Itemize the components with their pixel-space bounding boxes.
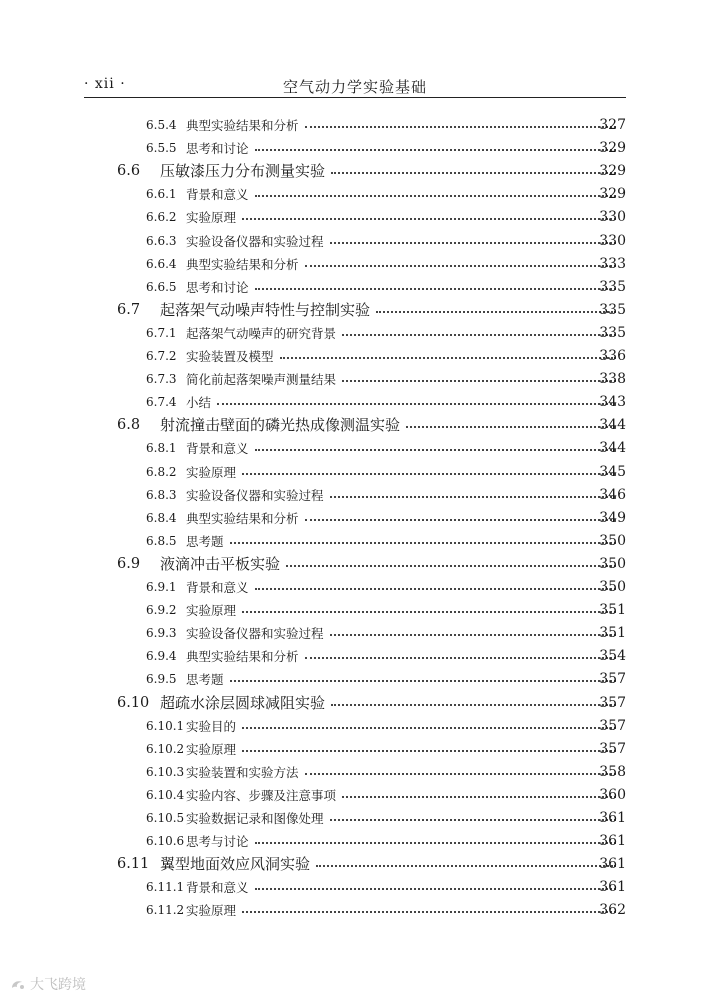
toc-section-entry[interactable] <box>0 553 708 576</box>
toc-entry-title: 实验设备仪器和实验过程 <box>186 484 324 507</box>
toc-section-entry[interactable] <box>0 299 708 322</box>
toc-entry-number: 6.5.5 <box>146 141 177 156</box>
toc-subsection-entry[interactable] <box>0 899 708 922</box>
toc-subsection-entry[interactable] <box>0 761 708 784</box>
watermark <box>10 974 86 994</box>
toc-dot-leader <box>255 830 616 853</box>
toc-entry-number: 6.9.3 <box>146 626 177 641</box>
toc-subsection-entry[interactable] <box>0 599 708 622</box>
toc-subsection-entry[interactable] <box>0 876 708 899</box>
toc-entry-title: 实验原理 <box>186 461 236 484</box>
toc-dot-leader <box>305 507 616 530</box>
toc-dot-leader <box>242 599 616 622</box>
toc-entry-page: 338 <box>599 371 626 388</box>
toc-entry-page: 349 <box>599 509 626 526</box>
toc-subsection-entry[interactable] <box>0 484 708 507</box>
toc-entry-title: 简化前起落架噪声测量结果 <box>186 368 336 391</box>
watermark-text: 大飞跨境 <box>30 977 86 993</box>
running-title: 空气动力学实验基础 <box>282 78 427 96</box>
toc-entry-page: 330 <box>599 209 626 226</box>
toc-dot-leader <box>330 622 616 645</box>
toc-entry-page: 333 <box>599 255 626 272</box>
toc-entry-title: 起落架气动噪声的研究背景 <box>186 322 336 345</box>
toc-subsection-entry[interactable] <box>0 391 708 414</box>
toc-entry-number: 6.7 <box>117 301 141 318</box>
toc-entry-title: 实验原理 <box>186 206 236 229</box>
toc-entry-page: 354 <box>599 648 626 665</box>
toc-entry-page: 360 <box>599 786 626 803</box>
toc-subsection-entry[interactable] <box>0 738 708 761</box>
toc-entry-page: 346 <box>599 486 626 503</box>
toc-dot-leader <box>342 784 616 807</box>
toc-dot-leader <box>255 137 616 160</box>
toc-entry-page: 344 <box>599 440 626 457</box>
toc-entry-title: 实验设备仪器和实验过程 <box>186 230 324 253</box>
toc-entry-title: 实验原理 <box>186 899 236 922</box>
toc-subsection-entry[interactable] <box>0 530 708 553</box>
toc-entry-page: 329 <box>599 140 626 157</box>
toc-dot-leader <box>230 530 616 553</box>
toc-entry-number: 6.6 <box>117 163 141 180</box>
toc-entry-number: 6.9.5 <box>146 672 177 687</box>
toc-subsection-entry[interactable] <box>0 368 708 391</box>
toc-entry-title: 超疏水涂层圆球减阻实验 <box>160 692 325 715</box>
toc-entry-title: 背景和意义 <box>186 576 249 599</box>
toc-entry-page: 335 <box>599 278 626 295</box>
toc-entry-number: 6.8.3 <box>146 487 177 502</box>
toc-dot-leader <box>242 899 616 922</box>
toc-entry-page: 336 <box>599 348 626 364</box>
toc-entry-title: 思考题 <box>186 530 224 553</box>
toc-dot-leader <box>305 253 616 276</box>
toc-subsection-entry[interactable] <box>0 807 708 830</box>
toc-entry-number: 6.10.3 <box>146 764 185 779</box>
toc-entry-title: 射流撞击壁面的磷光热成像测温实验 <box>160 414 400 437</box>
toc-entry-number: 6.9 <box>117 555 141 572</box>
toc-dot-leader <box>330 807 616 830</box>
toc-subsection-entry[interactable] <box>0 230 708 253</box>
toc-dot-leader <box>242 715 616 738</box>
toc-entry-number: 6.8.1 <box>146 441 177 456</box>
toc-subsection-entry[interactable] <box>0 645 708 668</box>
toc-entry-page: 357 <box>599 717 626 734</box>
toc-entry-number: 6.9.4 <box>146 649 177 664</box>
toc-dot-leader <box>330 230 616 253</box>
toc-dot-leader <box>376 299 616 322</box>
toc-entry-title: 思考题 <box>186 668 224 691</box>
toc-dot-leader <box>330 484 616 507</box>
toc-entry-title: 典型实验结果和分析 <box>186 114 299 137</box>
toc-entry-page: 343 <box>599 394 626 411</box>
toc-entry-number: 6.8 <box>117 417 141 434</box>
toc-dot-leader <box>305 761 616 784</box>
toc-subsection-entry[interactable] <box>0 437 708 460</box>
toc-entry-page: 351 <box>599 625 626 642</box>
toc-entry-title: 典型实验结果和分析 <box>186 507 299 530</box>
toc-entry-number: 6.6.4 <box>146 256 177 271</box>
toc-entry-page: 329 <box>599 163 626 180</box>
toc-entry-number: 6.10.6 <box>146 834 185 849</box>
toc-entry-number: 6.6.2 <box>146 210 177 225</box>
toc-dot-leader <box>217 391 616 414</box>
toc-dot-leader <box>316 853 616 876</box>
toc-entry-title: 压敏漆压力分布测量实验 <box>160 160 325 183</box>
toc-subsection-entry[interactable] <box>0 668 708 691</box>
toc-entry-page: 361 <box>599 856 626 873</box>
toc-section-entry[interactable] <box>0 414 708 437</box>
toc-entry-page: 361 <box>599 879 626 896</box>
toc-subsection-entry[interactable] <box>0 183 708 206</box>
toc-subsection-entry[interactable] <box>0 206 708 229</box>
toc-dot-leader <box>255 876 616 899</box>
toc-entry-title: 实验数据记录和图像处理 <box>186 807 324 830</box>
toc-entry-number: 6.6.1 <box>146 187 177 202</box>
toc-entry-page: 335 <box>599 301 626 318</box>
toc-entry-page: 327 <box>599 117 626 133</box>
toc-entry-number: 6.11 <box>117 856 150 873</box>
toc-dot-leader <box>255 276 616 299</box>
toc-subsection-entry[interactable] <box>0 830 708 853</box>
toc-entry-number: 6.11.1 <box>146 880 185 895</box>
toc-entry-number: 6.10.2 <box>146 741 185 756</box>
toc-entry-page: 329 <box>599 186 626 203</box>
toc-dot-leader <box>280 345 616 368</box>
toc-entry-title: 背景和意义 <box>186 183 249 206</box>
toc-entry-title: 典型实验结果和分析 <box>186 253 299 276</box>
toc-subsection-entry[interactable] <box>0 345 708 368</box>
toc-entry-title: 实验设备仪器和实验过程 <box>186 622 324 645</box>
toc-entry-title: 液滴冲击平板实验 <box>160 553 280 576</box>
toc-entry-number: 6.6.5 <box>146 279 177 294</box>
toc-dot-leader <box>242 206 616 229</box>
toc-section-entry[interactable] <box>0 692 708 715</box>
toc-entry-number: 6.7.4 <box>146 395 177 410</box>
toc-dot-leader <box>255 576 616 599</box>
toc-entry-page: 351 <box>599 602 626 619</box>
toc-dot-leader <box>406 414 616 437</box>
toc-dot-leader <box>242 461 616 484</box>
toc-subsection-entry[interactable] <box>0 622 708 645</box>
toc-entry-number: 6.10.5 <box>146 811 185 825</box>
toc-subsection-entry[interactable] <box>0 276 708 299</box>
toc-entry-page: 350 <box>599 555 626 572</box>
toc-subsection-entry[interactable] <box>0 253 708 276</box>
toc-entry-title: 小结 <box>186 391 211 414</box>
toc-entry-number: 6.7.2 <box>146 349 177 363</box>
toc-entry-title: 实验内容、步骤及注意事项 <box>186 784 336 807</box>
toc-entry-page: 335 <box>599 324 626 341</box>
toc-entry-number: 6.7.3 <box>146 372 177 387</box>
toc-entry-title: 典型实验结果和分析 <box>186 645 299 668</box>
toc-entry-number: 6.10.1 <box>146 718 185 733</box>
toc-entry-title: 实验目的 <box>186 715 236 738</box>
toc-subsection-entry[interactable] <box>0 576 708 599</box>
toc-entry-page: 350 <box>599 579 626 595</box>
toc-section-entry[interactable] <box>0 160 708 183</box>
toc-entry-number: 6.8.5 <box>146 533 177 548</box>
toc-section-entry[interactable] <box>0 853 708 876</box>
toc-entry-page: 357 <box>599 694 626 711</box>
toc-entry-page: 361 <box>599 833 626 850</box>
toc-entry-title: 思考与讨论 <box>186 830 249 853</box>
toc-entry-number: 6.10.4 <box>146 787 185 802</box>
toc-entry-page: 350 <box>599 532 626 549</box>
toc-entry-number: 6.5.4 <box>146 118 177 132</box>
toc-entry-page: 358 <box>599 763 626 780</box>
toc-dot-leader <box>305 114 616 137</box>
toc-subsection-entry[interactable] <box>0 114 708 137</box>
toc-subsection-entry[interactable] <box>0 461 708 484</box>
toc-subsection-entry[interactable] <box>0 322 708 345</box>
toc-entry-page: 357 <box>599 671 626 688</box>
toc-dot-leader <box>342 368 616 391</box>
toc-dot-leader <box>331 692 616 715</box>
watermark-logo-icon <box>10 978 26 992</box>
toc-entry-title: 实验原理 <box>186 599 236 622</box>
toc-dot-leader <box>331 160 616 183</box>
toc-entry-title: 思考和讨论 <box>186 137 249 160</box>
toc-entry-number: 6.7.1 <box>146 325 177 340</box>
toc-entry-number: 6.8.2 <box>146 464 177 479</box>
toc-dot-leader <box>342 322 616 345</box>
toc-entry-number: 6.8.4 <box>146 510 177 525</box>
toc-entry-title: 实验原理 <box>186 738 236 761</box>
toc-dot-leader <box>242 738 616 761</box>
page-number-label: · xii · <box>84 76 126 92</box>
toc-entry-page: 357 <box>599 740 626 757</box>
toc-subsection-entry[interactable] <box>0 784 708 807</box>
toc-entry-number: 6.6.3 <box>146 233 177 248</box>
toc-entry-number: 6.9.1 <box>146 580 177 594</box>
toc-entry-page: 330 <box>599 232 626 249</box>
toc-entry-title: 翼型地面效应风洞实验 <box>160 853 310 876</box>
toc-entry-number: 6.10 <box>117 694 150 711</box>
toc-entry-page: 344 <box>599 417 626 434</box>
toc-entry-title: 背景和意义 <box>186 437 249 460</box>
toc-entry-title: 背景和意义 <box>186 876 249 899</box>
toc-subsection-entry[interactable] <box>0 507 708 530</box>
toc-entry-number: 6.9.2 <box>146 603 177 618</box>
toc-dot-leader <box>255 183 616 206</box>
toc-entry-page: 361 <box>599 810 626 826</box>
toc-entry-title: 实验装置和实验方法 <box>186 761 299 784</box>
toc-entry-page: 362 <box>599 902 626 919</box>
toc-subsection-entry[interactable] <box>0 715 708 738</box>
toc-entry-title: 实验装置及模型 <box>186 345 274 368</box>
toc-subsection-entry[interactable] <box>0 137 708 160</box>
toc-dot-leader <box>305 645 616 668</box>
toc-dot-leader <box>255 437 616 460</box>
toc-entry-title: 起落架气动噪声特性与控制实验 <box>160 299 370 322</box>
toc-dot-leader <box>286 553 616 576</box>
toc-entry-number: 6.11.2 <box>146 903 185 918</box>
toc-entry-page: 345 <box>599 463 626 480</box>
toc-dot-leader <box>230 668 616 691</box>
toc-entry-title: 思考和讨论 <box>186 276 249 299</box>
